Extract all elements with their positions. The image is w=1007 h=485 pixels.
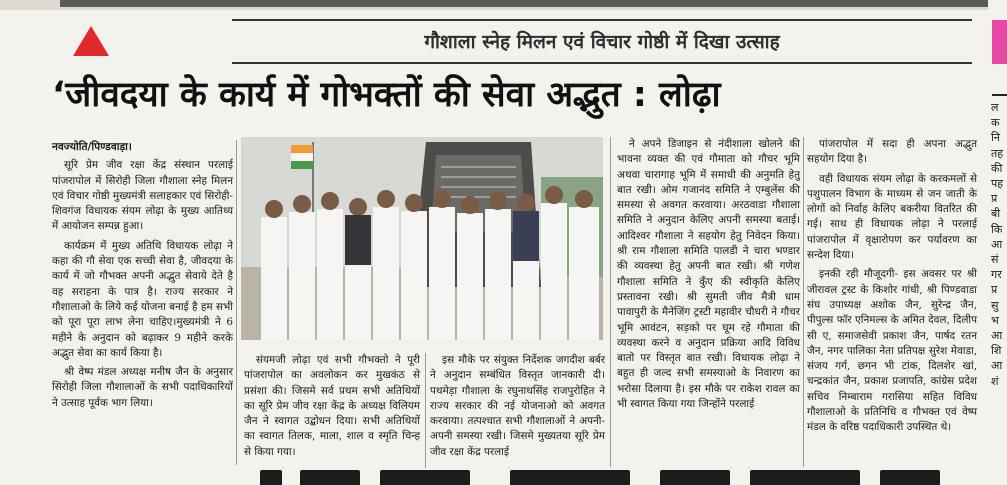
- adjacent-text-fragment: आ: [991, 237, 1003, 251]
- adjacent-text-fragment: प्र: [991, 192, 998, 206]
- adjacent-text-fragment: ल: [991, 101, 999, 114]
- adjacent-text-fragment: भ: [991, 313, 999, 327]
- kicker-headline: गौशाला स्नेह मिलन एवं विचार गोष्ठी में दिखा उत्साह: [424, 31, 780, 53]
- column-divider: [425, 353, 426, 468]
- column-divider: [236, 140, 237, 465]
- adjacent-text-fragment: गर: [991, 268, 1002, 282]
- paragraph: इनकी रही मौजूदगी- इस अवसर पर श्री जीरावल ट्रस्ट के किशोर गांधी, श्री पिण्डवाडा संघ उपाध्यक्ष अशोक जैन, सुरेन्द्र जैन, पीपुल्स फॉर एनिमल्स के अमित देवल, दिलीप सी ए, समाजसेवी प्रकाश जैन, पार्षद रतन जैन, नगर पालिका नेता प्रतिपक्ष सुरेश मेवाडा, संजय गर्ग, छगन भी टांक, दिलशेर खां, चन्द्रकांत जैन, प्रकाश प्रजापति, कांग्रेस प्रदेश सचिव निम्बाराम गरासिया सहित विविध गौशालाओ के प्रतिनिधि व गौभक्त एवं वेष्प मंडल के वरिष्ठ पदाधिकारी उपस्थित थे।: [807, 268, 977, 434]
- kicker-bottom-rule: [232, 62, 972, 64]
- article-column-3: [430, 353, 605, 464]
- adjacent-text-fragment: पह: [991, 177, 1004, 191]
- article-column-4: [617, 137, 800, 416]
- article-column-5: [807, 137, 977, 440]
- adjacent-text-fragment: कि: [991, 222, 1003, 236]
- adjacent-text-fragment: प्र: [991, 283, 998, 297]
- adjacent-text-fragment: नि: [991, 131, 1000, 145]
- adjacent-pink-box: [992, 20, 1007, 64]
- adjacent-heading-stub: [992, 72, 1007, 96]
- adjacent-text-fragment: सु: [991, 298, 999, 312]
- article-column-2: [244, 353, 420, 464]
- adjacent-text-fragment: सं: [991, 253, 999, 267]
- page-top-strip: [0, 0, 1007, 10]
- paragraph: इस मौके पर संयुक्त निर्देशक जगदीश बर्बर ने अनुदान सम्बंधित विस्तृत जानकारी दी। पथमेड़ा गौशाला के रघुनाथसिंह राजपुरोहित ने राज्य सरकार की नई योजनाओ को अवगत करवाया। तत्पश्चात सभी गौशालाओं ने अपनी-अपनी समस्या रखी। जिसमे मुख्यतया सूरि प्रेम जीव रक्षा केंद्र परलाई: [430, 354, 605, 458]
- paragraph: वही विधायक संयम लोढ़ा के करकमलों से पशुपालन विभाग के माध्यम से जन जाती के लोगों को निर्वाह केलिए बकरीया वितरित की गई। साथ ही विधायक लोढ़ा ने परलाई पांजरापोल में वृक्षारोपण कर पर्यावरण का सन्देश दिया।: [807, 172, 977, 262]
- masthead-band: [60, 0, 995, 7]
- adjacent-text-fragment: शि: [991, 344, 1002, 358]
- next-headline-cutoff: [230, 470, 950, 485]
- adjacent-text-fragment: आ: [991, 329, 1003, 343]
- paragraph: पांजरापोल में सदा ही अपना अद्भुत सहयोग दिया है।: [807, 138, 977, 166]
- paragraph: संयमजी लोढ़ा एवं सभी गौभक्तो ने पूरी पांजरापोल का अवलोकन कर मुखकंठ से प्रसंशा की। जिसमे सर्व प्रथम सभी अतिथियों का सूरि प्रेम जीव रक्षा केंद्र के अध्यक्ष विलियम जैन ने स्वागत उद्बोधन दिया। सभी अतिथियों का स्वागत तिलक, माला, शाल व स्मृति चिन्ह से किया गया।: [244, 354, 420, 458]
- column-divider: [803, 137, 804, 467]
- main-headline: ‘जीवदया के कार्य में गोभक्तों की सेवा अद्भुत : लोढ़ा: [52, 75, 721, 115]
- red-triangle-icon: [73, 26, 109, 56]
- adjacent-text-fragment: बी: [991, 207, 1001, 221]
- column-divider: [610, 137, 611, 467]
- paragraph: श्री वेष्प मंडल अध्यक्ष मनीष जैन के अनुसार सिरोही जिला गौशालाओं के सभी पदाधिकारियों ने उत्साह पूर्वक भाग लिया।: [52, 366, 233, 409]
- group-photo-illustration: [241, 137, 603, 340]
- paragraph: कार्यक्रम में मुख्य अतिथि विधायक लोढ़ा ने कहा की गौ सेवा एक सच्ची सेवा है, जीवदया के कार्य में जो गौभक्त अपनी अद्भुत सेवाये देते है वह सराहना के पात्र है। राज्य सरकार ने गौशालाओ के लिये कई योजना बनाई है हम सभी को पूरा पूरा लाभ लेना चाहिए।मुख्यमंत्री ने 6 महीने के अनुदान को बढ़ाकर 9 महीने करके अद्भुत सेवा का कार्य किया है।: [52, 239, 233, 359]
- adjacent-text-fragment: क: [991, 116, 1000, 130]
- byline: नवज्योति/पिण्डवाड़ा।: [52, 141, 132, 153]
- adjacent-text-fragment: शं: [991, 374, 999, 388]
- article-column-1: [52, 140, 233, 415]
- adjacent-text-fragment: आ: [991, 359, 1003, 373]
- adjacent-column-text: [991, 100, 1007, 389]
- paragraph: ने अपने डिजाइन से नंदीशाला खोलने की भावना व्यक्त की एवं गौमाता को गौचर भूमि अथवा चारागाह भूमि में समाधी की अनुमति हेतु बात रखी। ओम गजानंद समिति ने एम्बुलेंस की समस्या से अवगत करवाया। अरठवाडा गौशाला समिति ने अनुदान केलिए अपनी समस्या बताई। आदिश्वर गौशाला ने सहयोग हेतु निवेदन किया। श्री राम गौशाला समिति पालडी ने चारा भण्डार की व्यवस्था हेतु अपनी बात रखी। श्री गणेश गौशाला समिति ने कुँए की स्वीकृति केलिए प्रस्तावना रखी। श्री सुमती जीव मैत्री धाम पावापुरी के मैनेजिंग ट्रस्टी महावीर चौधरी ने गौचर भूमि आवंटन, सड़को पर घूम रहे गौमाता की व्यवस्था करने व अनुदान प्रक्रिया आदि विविध बातो पर विस्तृत बात रखी। विधायक लोढ़ा ने बहुत ही जल्द सभी समस्याओ के निवारण का भरोसा दिलाया है। इस मौके पर राकेश रावल का भी स्वागत किया गया जिन्होंने परलाई: [617, 138, 800, 411]
- event-photo: [241, 137, 603, 340]
- adjacent-text-fragment: की: [991, 161, 1003, 175]
- paragraph: सूरि प्रेम जीव रक्षा केंद्र संस्थान परलाई पांजरापोल में सिरोही जिला गौशाला स्नेह मिलन एवं विचार गोष्ठी मुख्यमंत्री सलाहकार एवं सिरोही-शिवगंज विधायक संयम लोढ़ा के मुख्य आतिथ्य में आयोजन सम्पन्न हुआ।: [52, 159, 233, 233]
- kicker-top-rule: [232, 19, 972, 21]
- adjacent-text-fragment: तह: [991, 146, 1004, 160]
